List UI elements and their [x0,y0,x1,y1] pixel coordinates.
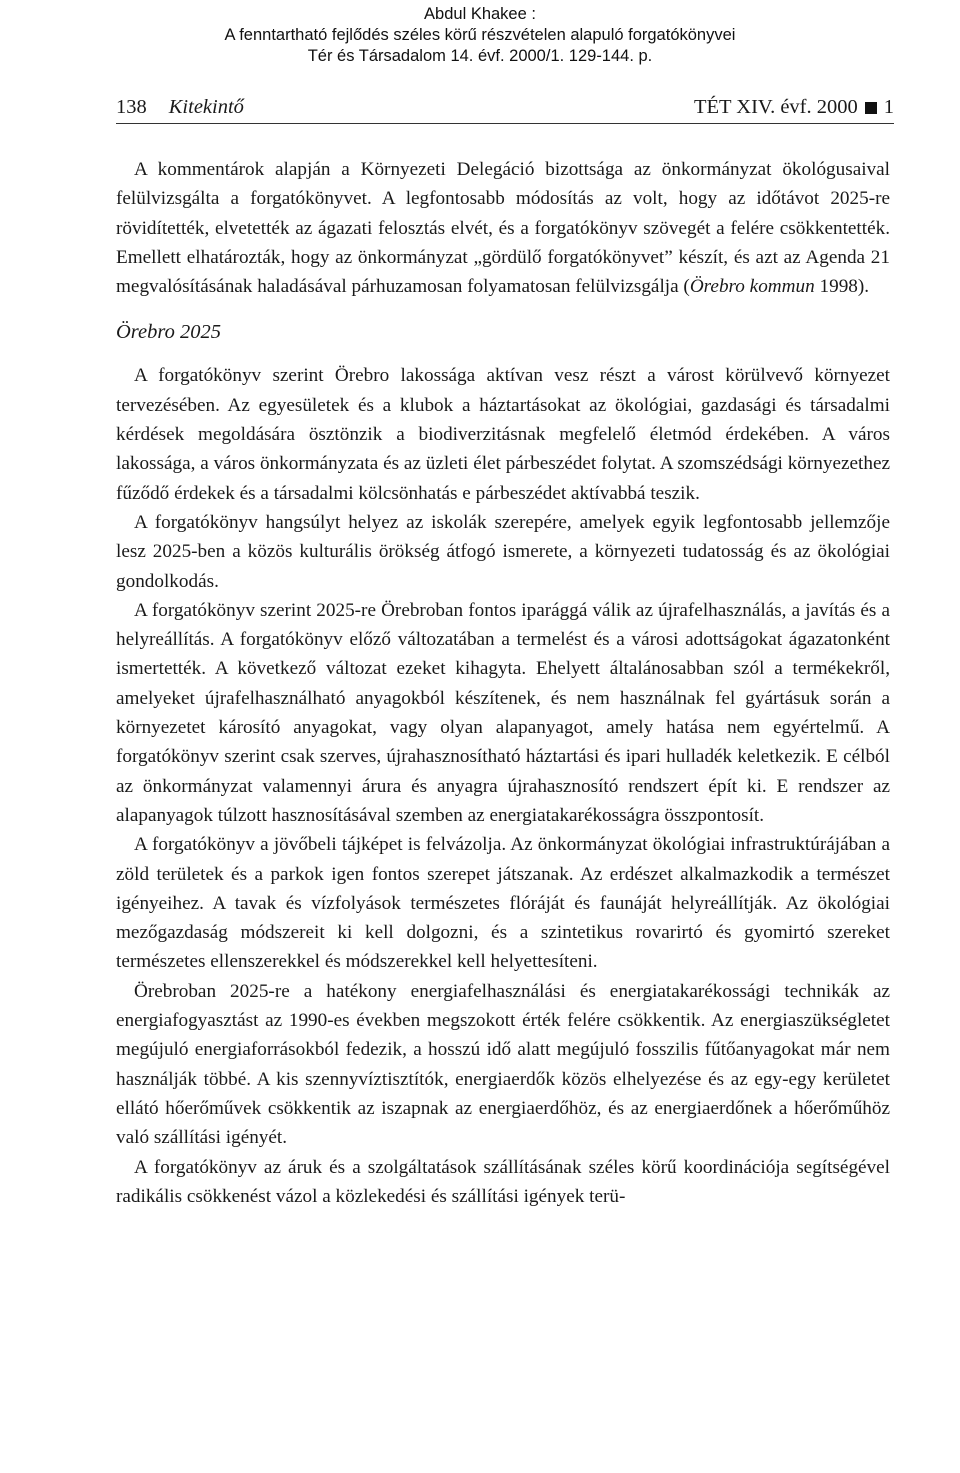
journal-label: TÉT XIV. évf. 2000 [693,96,858,118]
paragraph-7: A forgatókönyv az áruk és a szolgáltatások szállításának széles körű koordinációja segítségével radikális csökkenést vázol a közlekedési és szállítási igények terü- [116,1156,890,1207]
square-separator-icon [865,102,877,114]
section-title: Kitekintő [168,96,244,118]
running-head-right [694,96,894,119]
paragraph-1 [116,155,890,301]
citation-source: Örebro kommun [689,276,815,298]
page-number: 138 [116,96,147,118]
citation-year: 1998). [814,276,870,298]
paragraph-2: A forgatókönyv szerint Örebro lakossága aktívan vesz részt a várost körülvevő környezet tervezésében. Az egyesületek és a klubok a háztartásokat az ökológiai, gazdasági és társadalmi kérdések megoldására ösztönzik a biodiverzitásnak megfelelő életmód érdekében. A város lakossága, a város önkormányzata és az üzleti élet párbeszédet folytat. A szomszédsági környezethez fűződő érdekek és a társadalmi kölcsönhatás e párbeszédet aktívabbá teszik. [116,365,890,504]
title-line: A fenntartható fejlődés széles körű részvételen alapuló forgatókönyvei [224,26,736,44]
header-rule [116,123,894,124]
running-head-left [116,96,244,119]
page-body [116,155,890,1211]
paragraph-6: Örebroban 2025-re a hatékony energiafelhasználási és energiatakarékossági technikák az energiafogyasztást az 1990-es években megszokott érték felére csökkentik. Az energiaszükségletet megújuló energiaforrásokból fedezik, a hosszú idő alatt megújuló fosszilis fűtőanyagokat már nem használják többé. A kis szennyvíztisztítók, energiaerdők közös elhelyezése és az egy-egy kerületet ellátó hőerőművek csökkentik az iszapnak az energiaerdőhöz, és az energiaerdőnek a hőerőműhöz való szállítási igényét. [116,980,890,1149]
author-line: Abdul Khakee : [424,5,536,23]
section-heading: Örebro 2025 [116,321,221,344]
paragraph-4: A forgatókönyv szerint 2025-re Örebroban fontos iparággá válik az újrafelhasználás, a javítás és a helyreállítás. A forgatókönyv előző változatában a termelést és a városi adottságokat ágazatonként ismertették. A következő változat ezeket kihagyta. Ehelyett általánosabban szól a termékekről, amelyeket újrafelhasználható anyagokból készítenek, és nem használnak fel gyártásuk során a környezetet károsító anyagokat, vagy olyan alapanyagot, amely hatása nem egyértelmű. A forgatókönyv szerint csak szerves, újrahasznosítható háztartási és ipari hulladék keletkezik. E célból az önkormányzat valamennyi árura és anyagra újrahasznosító rendszert épít ki. E rendszer az alapanyagok túlzott hasznosításával szemben az energiatakarékosságra összpontosít. [116,599,890,826]
paragraph-1-text: A kommentárok alapján a Környezeti Delegáció bizottsága az önkormányzat ökológusaival felülvizsgálta a forgatókönyvet. A legfontosabb módosítás az volt, hogy az időtávot 2025-re rövidítették, elvetették az ágazati felosztás elvét, és a forgatókönyv szövegét a felére csökkentették. Emellett elhatározták, hogy az önkormányzat „gördülő forgatókönyvet” készít, és azt az Agenda 21 megvalósításának haladásával párhuzamosan folyamatosan felülvizsgálja ( [116,159,890,298]
running-head [116,96,894,126]
document-meta-header [0,4,960,67]
source-line: Tér és Társadalom 14. évf. 2000/1. 129-144. p. [307,47,653,65]
issue-number: 1 [883,96,894,118]
paragraph-3: A forgatókönyv hangsúlyt helyez az iskolák szerepére, amelyek egyik legfontosabb jellemzője lesz 2025-ben a közös kulturális örökség átfogó ismerete, a környezeti tudatosság és az ökológiai gondolkodás. [116,511,890,592]
paragraph-5: A forgatókönyv a jövőbeli tájképet is felvázolja. Az önkormányzat ökológiai infrastruktúrájában a zöld területek és a parkok igen fontos szerepet játszanak. Az erdészet alkalmazkodik a természet igényeihez. A tavak és vízfolyások természetes flóráját és faunáját helyreállítják. Az ökológiai mezőgazdaság módszereit ki kell dolgozni, és a szintetikus rovarirtó és gyomirtó szereket természetes ellenszerekkel és módszerekkel kell helyettesíteni. [116,834,890,973]
